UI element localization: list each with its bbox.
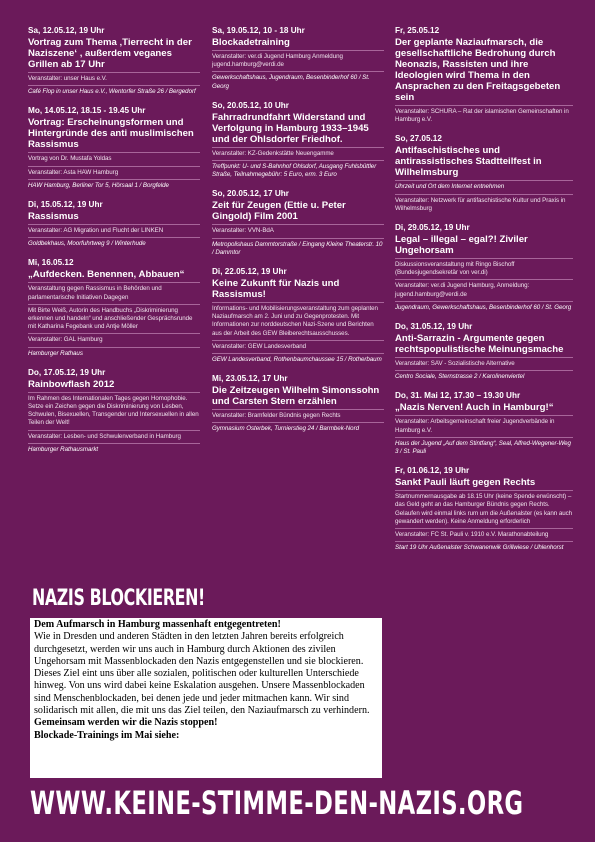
event-divider: [395, 490, 573, 491]
event-date: Sa, 12.05.12, 19 Uhr: [28, 26, 105, 35]
event-date: Mi, 23.05.12, 17 Uhr: [212, 374, 288, 384]
event-detail: Vortrag von Dr. Mustafa Yoldas: [28, 155, 112, 163]
event-entry: [395, 134, 573, 213]
event-divider: [212, 71, 384, 72]
event-divider: [28, 85, 200, 86]
event-divider: [212, 422, 384, 423]
headline: NAZIS BLOCKIEREN!: [32, 586, 205, 611]
event-detail: Veranstalter: unser Haus e.V.: [28, 75, 107, 82]
event-location: Café Flop in unser Haus e.V., Wentorfer Straße 26 / Bergedorf: [28, 88, 196, 96]
event-divider: [395, 258, 573, 259]
event-detail: Im Rahmen des Internationalen Tages gegen Homophobie. Setze ein Zeichen gegen die Diskriminierung von Lesben, Schwulen, Bisexuellen, Transgender und Intersexuellen in allen Teilen der Welt!: [28, 394, 199, 427]
callout-closing: Gemeinsam werden wir die Nazis stoppen!: [34, 717, 218, 729]
event-column-1: [28, 26, 200, 464]
event-date: Fr, 01.06.12, 19 Uhr: [395, 466, 470, 476]
event-divider: [28, 282, 200, 283]
event-title: Sankt Pauli läuft gegen Rechts: [395, 477, 536, 489]
event-title: Vortrag zum Thema ‚Tierrecht in der Naziszene‘ , außerdem veganes Grillen ab 17 Uhr: [28, 37, 192, 70]
event-entry: [28, 26, 200, 96]
event-divider: [395, 370, 573, 371]
event-date: Do, 31. Mai 12, 17.30 – 19.30 Uhr: [395, 391, 521, 401]
event-title: „Aufdecken. Benennen, Abbauen“: [28, 269, 185, 281]
event-detail: Veranstalter: Bramfelder Bündnis gegen Rechts: [212, 412, 341, 420]
event-date: Do, 17.05.12, 19 Uhr: [28, 367, 106, 377]
event-location: Centro Sociale, Sternstrasse 2 / Karolinenviertel: [395, 373, 525, 381]
event-divider: [395, 301, 573, 302]
event-entry: [212, 374, 384, 433]
event-date: Di, 29.05.12, 19 Uhr: [395, 223, 470, 233]
event-entry: [212, 26, 384, 91]
event-date: Sa, 19.05.12, 10 - 18 Uhr: [212, 26, 305, 35]
event-date: So, 20.05.12, 17 Uhr: [212, 189, 289, 199]
event-divider: [28, 72, 200, 73]
event-divider: [212, 353, 384, 354]
event-entry: [395, 26, 573, 124]
event-date: Do, 31.05.12, 19 Uhr: [395, 322, 473, 332]
event-title: Anti-Sarrazin - Argumente gegen rechtspopulistische Meinungsmache: [395, 333, 564, 356]
event-divider: [28, 166, 200, 167]
event-location: Haus der Jugend „Auf dem Stintfang“, Seal, Alfred-Wegener-Weg 3 / St. Pauli: [395, 439, 571, 456]
event-detail: Veranstalter: Netzwerk für antifaschistische Kultur und Praxis in Wilhelmsburg: [395, 196, 566, 212]
event-divider: [28, 333, 200, 334]
event-entry: [28, 200, 200, 248]
event-detail: Informations- und Mobilisierungsveranstaltung zum geplanten Naziaufmarsch am 2. Juni und zu Gegenprotesten. Mit Informationen zur norddeutschen Nazi-Szene und Berichten aus der Arbeit des GEW Bleiberechtsausschusses.: [212, 305, 378, 337]
event-date: Fr, 25.05.12: [395, 26, 440, 35]
event-location: Jugendraum, Gewerkschaftshaus, Besenbinderhof 60 / St. Georg: [395, 303, 572, 311]
event-detail: Veranstalter: GAL Hamburg: [28, 336, 103, 344]
callout-heading: Dem Aufmarsch in Hamburg massenhaft entgegentreten!: [34, 619, 281, 630]
event-divider: [395, 541, 573, 542]
event-divider: [28, 443, 200, 444]
event-entry: [212, 101, 384, 180]
event-title: Keine Zukunft für Nazis und Rassismus!: [212, 278, 340, 301]
event-entry: [28, 368, 200, 454]
event-title: „Nazis Nerven! Auch in Hamburg!“: [395, 402, 554, 414]
event-detail: Veranstalter: Arbeitsgemeinschaft freier Jugendverbände in Hamburg e.V.: [395, 418, 555, 434]
event-title: Der geplante Naziaufmarsch, die gesellschaftliche Bedrohung durch Neonazis, Rassisten und ihre Ideologien wird Thema in den Ansprachen zu den Freitagsgebeten sein: [395, 37, 561, 103]
event-date: So, 27.05.12: [395, 134, 442, 144]
event-title: Antifaschistisches und antirassistisches Stadtteilfest in Wilhelmsburg: [395, 145, 542, 179]
event-divider: [28, 152, 200, 153]
event-location: Uhrzeit und Ort dem Internet entnehmen: [395, 183, 505, 191]
event-date: Di, 22.05.12, 19 Uhr: [212, 267, 287, 277]
event-detail: Veranstalter: FC St. Pauli v. 1910 e.V. Marathonabteilung: [395, 531, 549, 539]
event-detail: Veranstalter: SAV - Sozialistische Alternative: [395, 360, 515, 368]
event-divider: [28, 179, 200, 180]
event-divider: [28, 347, 200, 348]
website-url[interactable]: WWW.KEINE-STIMME-DEN-NAZIS.ORG: [30, 784, 524, 822]
event-entry: [395, 322, 573, 381]
event-detail: Veranstalter: ver.di Jugend Hamburg, Anmeldung: jugend.hamburg@verdi.de: [395, 282, 530, 298]
callout-box: [30, 618, 382, 778]
event-entry: [395, 466, 573, 552]
event-date: Mi, 16.05.12: [28, 258, 74, 268]
event-divider: [212, 238, 384, 239]
event-divider: [212, 160, 384, 161]
event-location: Gymnasium Osterbek, Turnierstieg 24 / Barmbek-Nord: [212, 425, 359, 433]
event-divider: [395, 528, 573, 529]
event-detail: Veranstalter: ver.di Jugend Hamburg Anmeldung jugend.hamburg@verdi.de: [212, 53, 343, 69]
event-title: Die Zeitzeugen Wilhelm Simonssohn und Carsten Stern erzählen: [212, 385, 380, 408]
event-location: GEW Landesverband, Rothenbaumchaussee 15 / Rotherbaum: [212, 356, 382, 364]
event-divider: [395, 105, 573, 106]
event-divider: [28, 304, 200, 305]
event-date: Mo, 14.05.12, 18.15 - 19.45 Uhr: [28, 106, 146, 116]
event-divider: [395, 180, 573, 181]
event-location: Goldbekhaus, Moorfuhrtweg 9 / Winterhude: [28, 240, 146, 248]
event-date: So, 20.05.12, 10 Uhr: [212, 100, 289, 110]
event-detail: Veranstalter: Lesben- und Schwulenverband in Hamburg: [28, 432, 181, 440]
event-entry: [28, 258, 200, 357]
event-title: Vortrag: Erscheinungsformen und Hintergründe des anti muslimischen Rassismus: [28, 117, 194, 151]
event-location: Treffpunkt: U- und S-Bahnhof Ohlsdorf, Ausgang Fuhlsbüttler Straße, Teilnahmegebühr: 5 Euro, erm. 3 Euro: [212, 163, 377, 179]
event-divider: [212, 50, 384, 51]
event-title: Rainbowflash 2012: [28, 378, 115, 390]
event-title: Legal – illegal – egal?! Ziviler Ungehorsam: [395, 234, 528, 257]
event-column-3: [395, 26, 573, 562]
event-detail: Veranstalter: GEW Landesverband: [212, 342, 307, 350]
event-detail: Veranstalter: AG Migration und Flucht der LINKEN: [28, 227, 164, 235]
event-entry: [28, 106, 200, 190]
event-entry: [395, 223, 573, 312]
event-divider: [395, 415, 573, 416]
event-divider: [28, 392, 200, 393]
event-title: Fahrradrundfahrt Widerstand und Verfolgung in Hamburg 1933–1945 und der Ohlsdorfer Friedhof.: [212, 111, 369, 145]
event-location: Gewerkschaftshaus, Jugendraum, Besenbinderhof 60 / St. Georg: [212, 74, 370, 90]
event-divider: [212, 147, 384, 148]
event-detail: Veranstalter: VVN-BdA: [212, 227, 274, 235]
event-divider: [212, 224, 384, 225]
event-divider: [212, 302, 384, 303]
event-location: Start 19 Uhr Außenalster Schwanenwik Grillwiese / Uhlenhorst: [395, 544, 564, 552]
event-detail: Veranstalter: SCHURA – Rat der islamischen Gemeinschaften in Hamburg e.V.: [395, 108, 569, 124]
event-column-2: [212, 26, 384, 444]
event-title: Zeit für Zeugen (Ettie u. Peter Gingold) Film 2001: [212, 200, 346, 223]
event-divider: [395, 194, 573, 195]
event-divider: [212, 409, 384, 410]
event-date: Di, 15.05.12, 19 Uhr: [28, 200, 103, 210]
callout-trainings-note: Blockade-Trainings im Mai siehe:: [34, 729, 180, 741]
event-entry: [395, 391, 573, 456]
event-location: Hamburger Rathaus: [28, 349, 83, 357]
event-location: Metropolishaus Dammtorstraße / Eingang Kleine Theaterstr. 10 / Dammtor: [212, 240, 383, 256]
event-title: Blockadetraining: [212, 37, 290, 48]
event-detail: Veranstalter: Asta HAW Hamburg: [28, 168, 119, 176]
event-detail: Veranstaltung gegen Rassismus in Behörden und parlamentarische Initiativen Dagegen: [28, 285, 162, 301]
event-divider: [28, 224, 200, 225]
event-divider: [212, 340, 384, 341]
event-divider: [395, 357, 573, 358]
callout-body: Wie in Dresden und anderen Städten in den letzten Jahren bereits erfolgreich durchgesetzt, werden wir uns auch in Hamburg durch Aktionen des zivilen Ungehorsam mit Massenblockaden den Nazis entgegenstellen und sie blockieren. Dieses Ziel eint uns über alle sozialen, politischen oder kulturellen Unterschiede hinweg. Von uns wird dabei keine Eskalation ausgehen. Unsere Massenblockaden sind Menschenblockaden, bei denen jede und jeder mitmachen kann. Wir sind solidarisch mit allen, die mit uns das Ziel teilen, den Naziaufmarsch zu verhindern.: [34, 631, 370, 717]
event-detail: Startnummernausgabe ab 18.15 Uhr (keine Spende erwünscht) – das Geld geht an das Hamburger Bündnis gegen Rechts. Gelaufen wird einmal links rum um die Außenalster (es kann auch gewandert werden). Keine Anmeldung erforderlich: [395, 493, 573, 525]
event-divider: [395, 279, 573, 280]
event-location: HAW Hamburg, Berliner Tor 5, Hörsaal 1 / Borgfelde: [28, 181, 169, 189]
event-divider: [28, 430, 200, 431]
event-entry: [212, 267, 384, 364]
event-entry: [212, 189, 384, 257]
event-divider: [395, 437, 573, 438]
event-title: Rassismus: [28, 211, 79, 223]
event-divider: [28, 237, 200, 238]
event-detail: Mit Birte Weiß, Autorin des Handbuchs „Diskriminierung erkennen und handeln“ und anschließender Gesprächsrunde mit Katharina Fegebank und Antje Möller: [28, 306, 193, 331]
event-detail: Veranstalter: KZ-Gedenkstätte Neuengamme: [212, 149, 334, 157]
event-location: Hamburger Rathausmarkt: [28, 445, 99, 453]
event-detail: Diskussionsveranstaltung mit Ringo Bischoff (Bundesjugendsekretär von ver.di): [395, 261, 515, 277]
